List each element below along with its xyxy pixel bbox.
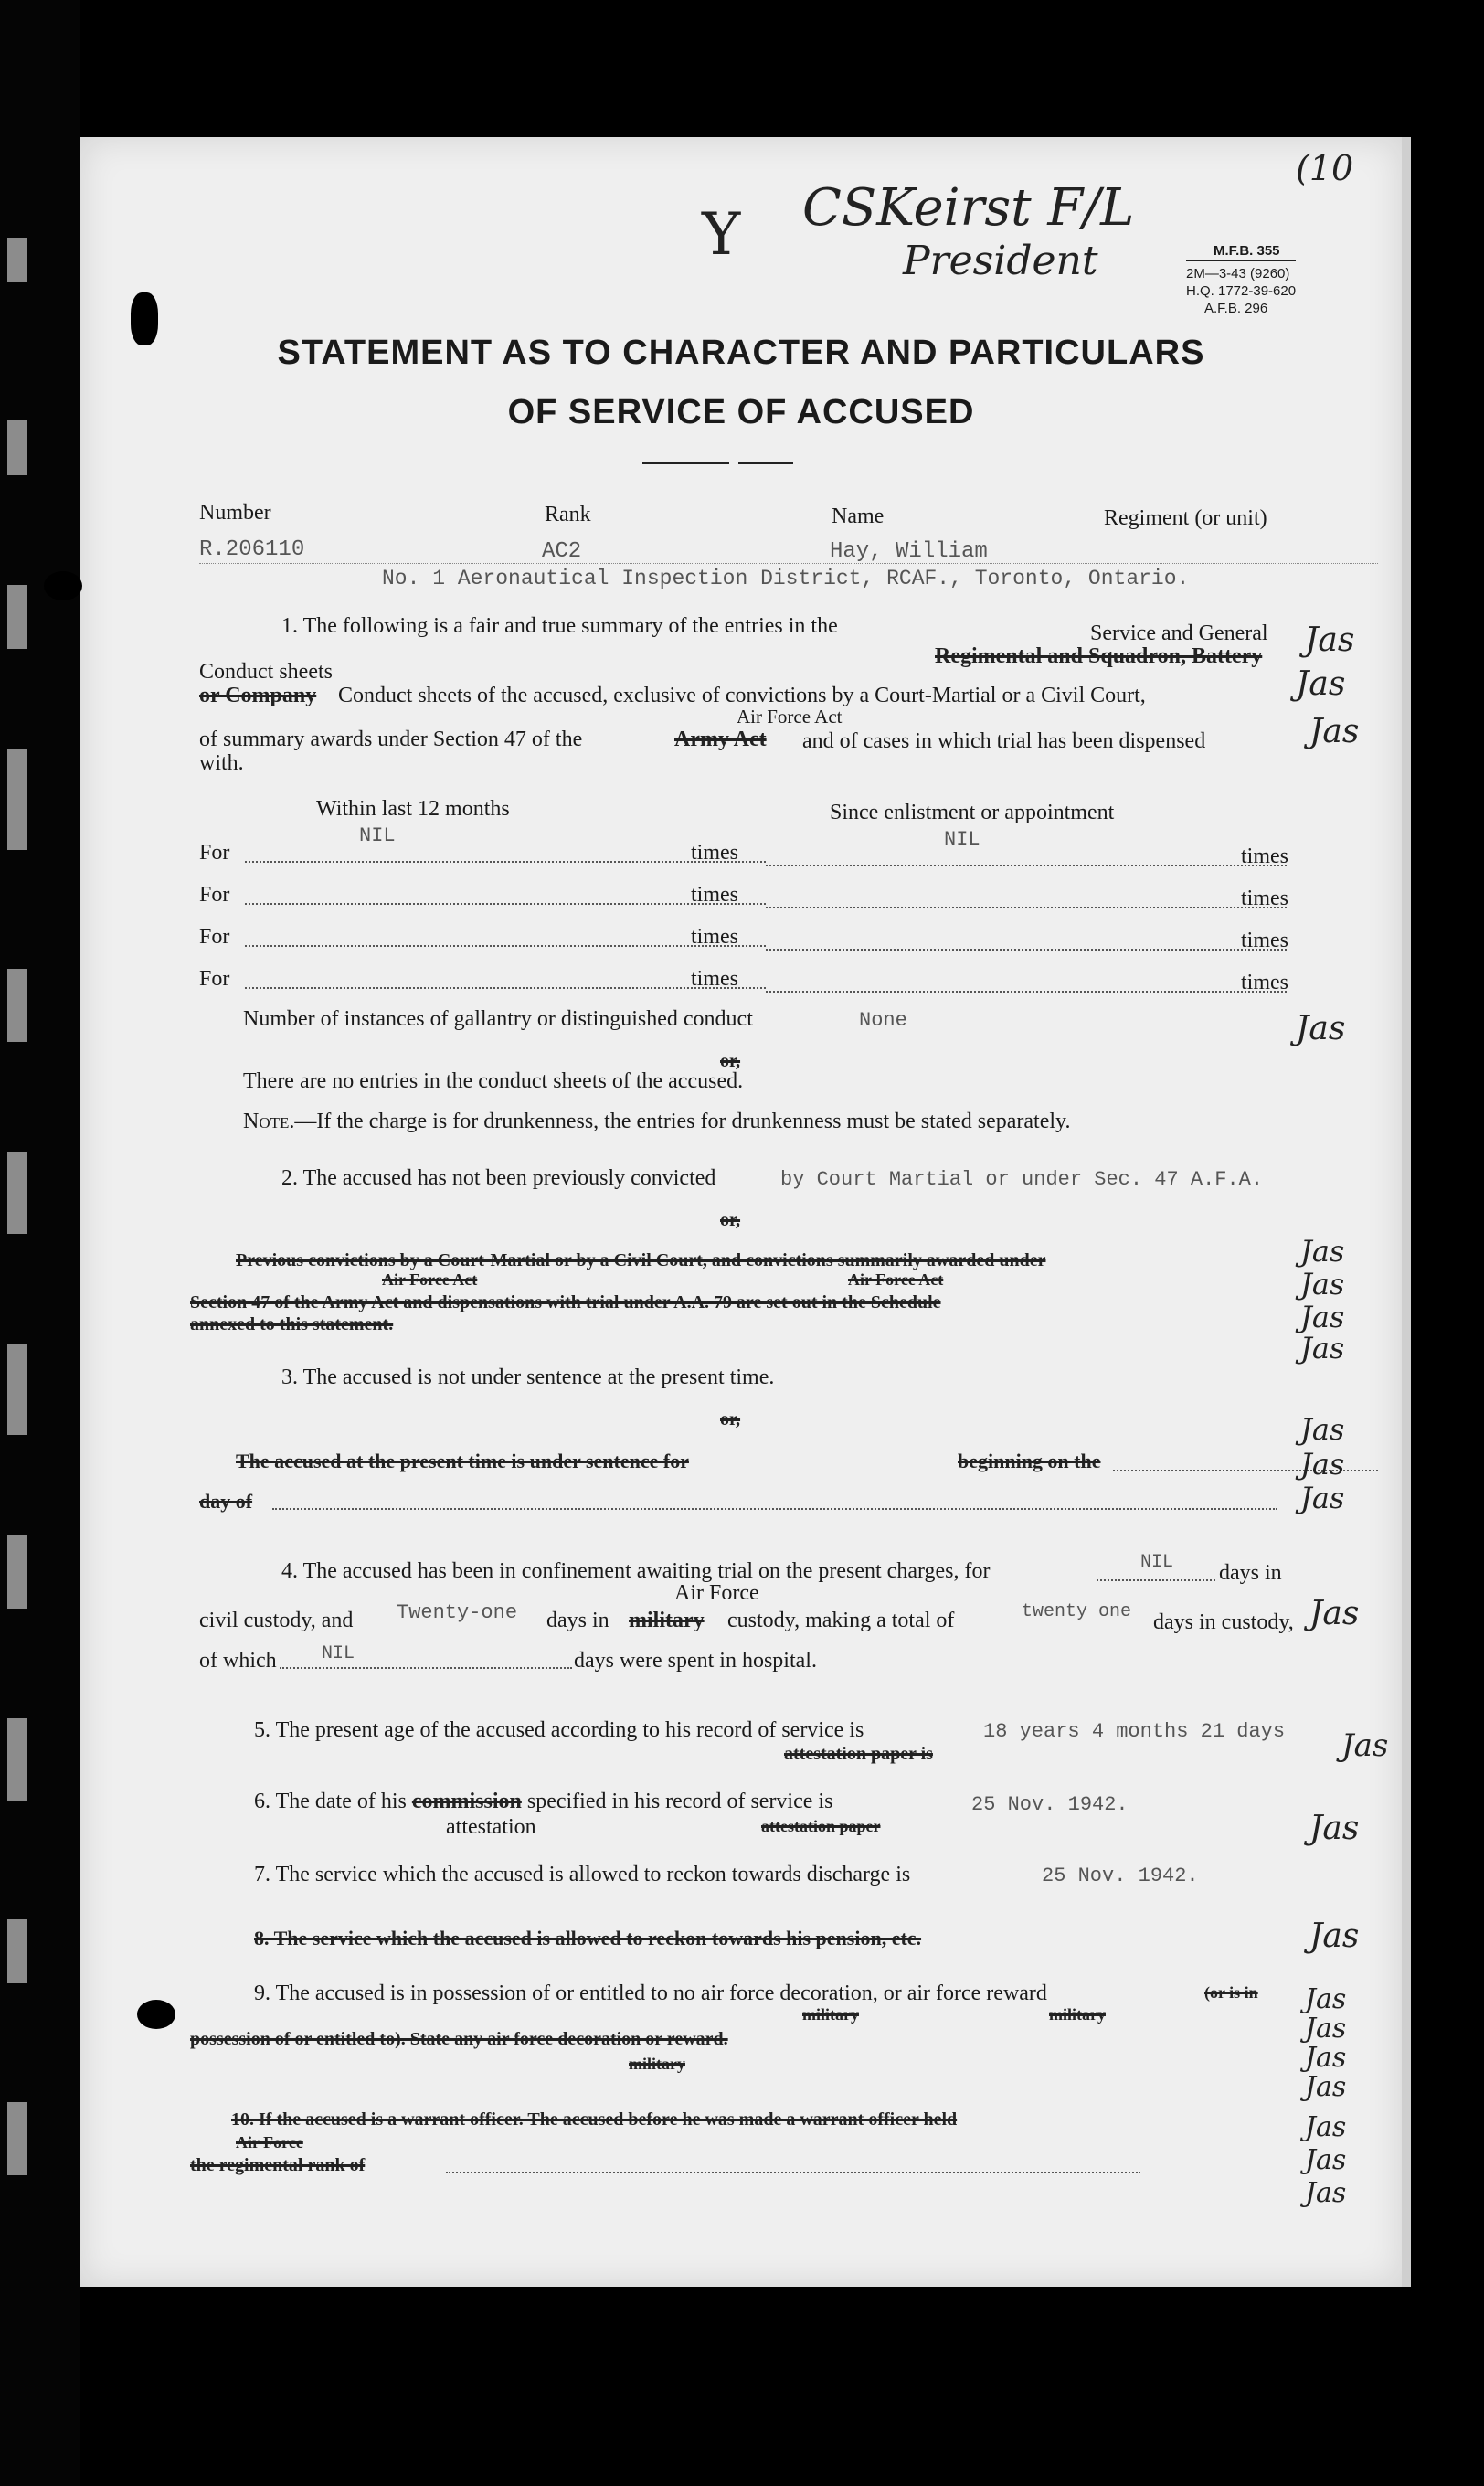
section9-struck-small: military (1049, 2005, 1106, 2024)
section3-struck-line1: The accused at the present time is under sentence for (236, 1450, 689, 1472)
film-perforation (7, 238, 27, 282)
section5-text: 5. The present age of the accused according to his record of service is (254, 1718, 864, 1742)
form-code: H.Q. 1772-39-620 (1186, 283, 1297, 299)
section4-hospital: NIL (322, 1643, 355, 1664)
section1-line3b: and of cases in which trial has been dispensed (802, 729, 1206, 753)
within-value: NIL (359, 824, 396, 847)
film-perforation (7, 749, 27, 850)
section4-typed-days: Twenty-one (397, 1601, 518, 1624)
section10-struck-line1: 10. If the accused is a warrant officer. The accused before he was made a warrant officer held (231, 2109, 958, 2130)
for-label: For (199, 841, 230, 865)
section4-text4: days in (546, 1609, 610, 1632)
rank-label: Rank (545, 503, 591, 526)
number-label: Number (199, 501, 271, 525)
section10-struck-line2: the regimental rank of (190, 2155, 366, 2175)
rank-value: AC2 (542, 539, 582, 564)
section3-struck-begin: beginning on the (958, 1450, 1101, 1472)
film-border-left (0, 0, 80, 2486)
section6-struck2: attestation paper (761, 1817, 881, 1835)
section6-struck: commission (411, 1790, 522, 1813)
section6-text (254, 1790, 832, 1814)
times-label: times (691, 841, 738, 865)
name-value: Hay, William (830, 539, 988, 564)
punch-hole (137, 2000, 175, 2029)
initials: Jas (1305, 2111, 1347, 2143)
initials: Jas (1305, 2013, 1347, 2045)
initials: Jas (1300, 1331, 1345, 1365)
or-word: or, (720, 1051, 741, 1071)
film-perforation (7, 585, 27, 649)
times-label: times (1241, 887, 1288, 910)
dotted-line (766, 991, 1287, 993)
section1-inserted-left: Conduct sheets (199, 660, 333, 684)
initials: Jas (1305, 2144, 1347, 2176)
dotted-line (280, 1667, 572, 1669)
col-within-heading: Within last 12 months (316, 797, 510, 821)
col-since-heading: Since enlistment or appointment (830, 801, 1115, 824)
section4-text5: custody, making a total of (727, 1609, 955, 1632)
section4-inserted: Air Force (674, 1581, 759, 1605)
section1-struck-left: or Company (199, 684, 317, 707)
corner-number: (10 (1296, 148, 1354, 188)
dotted-line (766, 865, 1287, 866)
initials: Jas (1305, 622, 1355, 659)
section9-struck-end: (or is in (1204, 1983, 1258, 2002)
since-value: NIL (944, 828, 980, 851)
times-label: times (1241, 845, 1288, 868)
unit-value: No. 1 Aeronautical Inspection District, RCAF., Toronto, Ontario. (382, 567, 1190, 590)
section6-typed: 25 Nov. 1942. (971, 1793, 1129, 1816)
initials: Jas (1300, 1412, 1345, 1447)
dotted-line (245, 987, 766, 989)
president-annotation: President (903, 238, 1098, 284)
regiment-label: Regiment (or unit) (1104, 506, 1267, 530)
for-label: For (199, 925, 230, 949)
section6-text-a: 6. The date of his (254, 1790, 407, 1813)
section1-struck-act: Army Act (674, 728, 767, 751)
section4-text2: days in (1219, 1561, 1282, 1585)
signature: CSKeirst F/L (802, 178, 1135, 238)
section7-typed: 25 Nov. 1942. (1042, 1864, 1199, 1887)
initials: Jas (1296, 665, 1346, 703)
section2-typed: by Court Martial or under Sec. 47 A.F.A. (780, 1168, 1264, 1191)
dotted-line (1097, 1579, 1215, 1581)
section4-struck: military (629, 1609, 705, 1632)
dotted-line (272, 1508, 1277, 1510)
section4-text3: civil custody, and (199, 1609, 354, 1632)
title-rule (738, 462, 793, 464)
film-perforation (7, 1535, 27, 1609)
form-code: A.F.B. 296 (1204, 301, 1268, 316)
initials: Jas (1300, 1481, 1345, 1515)
for-label: For (199, 883, 230, 907)
section1-inserted-act: Air Force Act (737, 706, 843, 728)
section5-typed: 18 years 4 months 21 days (983, 1720, 1286, 1743)
initials: Jas (1309, 713, 1360, 750)
initials: Jas (1305, 1983, 1347, 2015)
section1-line4: with. (199, 751, 244, 775)
form-title-line1: STATEMENT AS TO CHARACTER AND PARTICULARS (277, 334, 1205, 372)
initials: Jas (1300, 1300, 1345, 1334)
note-text: —If the charge is for drunkenness, the entries for drunkenness must be stated separately. (294, 1110, 1071, 1133)
section4-text6: days in custody, (1153, 1610, 1294, 1634)
dotted-line (245, 945, 766, 947)
form-code: M.F.B. 355 (1186, 242, 1296, 261)
section9-struck-small: military (802, 2005, 859, 2024)
initials: Jas (1309, 1810, 1360, 1847)
section2-struck-line2: Section 47 of the Army Act and dispensations with trial under A.A. 79 are set out in the Schedule (190, 1292, 941, 1312)
section1-struck-right: Regimental and Squadron, Battery (935, 644, 1263, 668)
note-label: Note. (243, 1110, 295, 1133)
film-perforation (7, 2102, 27, 2175)
film-perforation (7, 1919, 27, 1983)
times-label: times (1241, 971, 1288, 994)
section6-inserted: attestation (446, 1815, 536, 1839)
section7-text: 7. The service which the accused is allowed to reckon towards discharge is (254, 1863, 911, 1886)
section1-line3a: of summary awards under Section 47 of the (199, 728, 583, 751)
initials: Jas (1341, 1727, 1389, 1764)
for-label: For (199, 967, 230, 991)
paper-edge (1402, 137, 1411, 2287)
section9-struck-line2: possession of or entitled to). State any air force decoration or reward. (190, 2029, 728, 2049)
section1-inserted-right: Service and General (1090, 622, 1268, 645)
section8-struck: 8. The service which the accused is allowed to reckon towards his pension, etc. (254, 1927, 922, 1949)
initials: Jas (1305, 2177, 1347, 2209)
initials: Jas (1300, 1447, 1345, 1482)
section6-text-b: specified in his record of service is (526, 1790, 833, 1813)
initials: Jas (1300, 1234, 1345, 1269)
initials: Jas (1305, 2071, 1347, 2103)
film-perforation (7, 1344, 27, 1435)
form-code-block (1186, 242, 1296, 317)
film-perforation (7, 420, 27, 475)
section2-struck-line3: annexed to this statement. (190, 1314, 394, 1334)
or-word: or, (720, 1409, 741, 1429)
or-word: or, (720, 1210, 741, 1230)
times-label: times (1241, 929, 1288, 952)
section2-text: 2. The accused has not been previously convicted (281, 1166, 716, 1190)
gallantry-value: None (859, 1009, 907, 1032)
times-label: times (691, 967, 738, 991)
dotted-line (766, 907, 1287, 908)
section4-text7: of which (199, 1649, 277, 1673)
film-perforation (7, 969, 27, 1042)
section9-struck-small: military (629, 2055, 685, 2073)
form-page (80, 137, 1402, 2287)
y-mark: Y (702, 201, 741, 269)
times-label: times (691, 883, 738, 907)
section4-text8: days were spent in hospital. (574, 1649, 817, 1673)
section4-typed-total: twenty one (1022, 1601, 1132, 1622)
header-rule (199, 563, 1378, 564)
section2-struck-line1: Previous convictions by a Court-Martial or by a Civil Court, and convictions summarily awarded under (236, 1250, 1046, 1270)
section2-struck-small: Air Force Act (382, 1270, 478, 1289)
section5-struck-below: attestation paper is (784, 1744, 933, 1764)
no-entries-text: There are no entries in the conduct sheets of the accused. (243, 1069, 744, 1093)
dotted-line (245, 861, 766, 863)
dotted-line (245, 903, 766, 905)
section4-civil-days: NIL (1140, 1552, 1174, 1573)
note (243, 1110, 1070, 1134)
section4-text1: 4. The accused has been in confinement awaiting trial on the present charges, for (281, 1559, 991, 1583)
form-title-line2: OF SERVICE OF ACCUSED (507, 393, 975, 431)
film-perforation (7, 1718, 27, 1801)
initials: Jas (1300, 1267, 1345, 1301)
section1-line1: 1. The following is a fair and true summary of the entries in the (281, 614, 838, 638)
film-perforation (7, 1152, 27, 1234)
section3-struck-day: day of (199, 1490, 253, 1513)
section9-text: 9. The accused is in possession of or entitled to no air force decoration, or air force reward (254, 1981, 1047, 2005)
dotted-line (446, 2172, 1140, 2173)
section3-text: 3. The accused is not under sentence at the present time. (281, 1365, 775, 1389)
section10-struck-small: Air Force (236, 2133, 303, 2151)
dotted-line (766, 949, 1287, 951)
section1-line2: Conduct sheets of the accused, exclusive of convictions by a Court-Martial or a Civil Court, (338, 684, 1146, 707)
name-label: Name (832, 505, 885, 528)
punch-hole (44, 571, 82, 600)
times-label: times (691, 925, 738, 949)
title-rule (642, 462, 729, 464)
initials: Jas (1309, 1918, 1360, 1955)
form-code: 2M—3-43 (9260) (1186, 266, 1290, 282)
gallantry-label: Number of instances of gallantry or distinguished conduct (243, 1007, 753, 1031)
initials: Jas (1309, 1595, 1360, 1632)
service-number: R.206110 (199, 537, 305, 562)
section2-struck-small: Air Force Act (848, 1270, 944, 1289)
initials: Jas (1296, 1010, 1346, 1047)
initials: Jas (1305, 2042, 1347, 2074)
